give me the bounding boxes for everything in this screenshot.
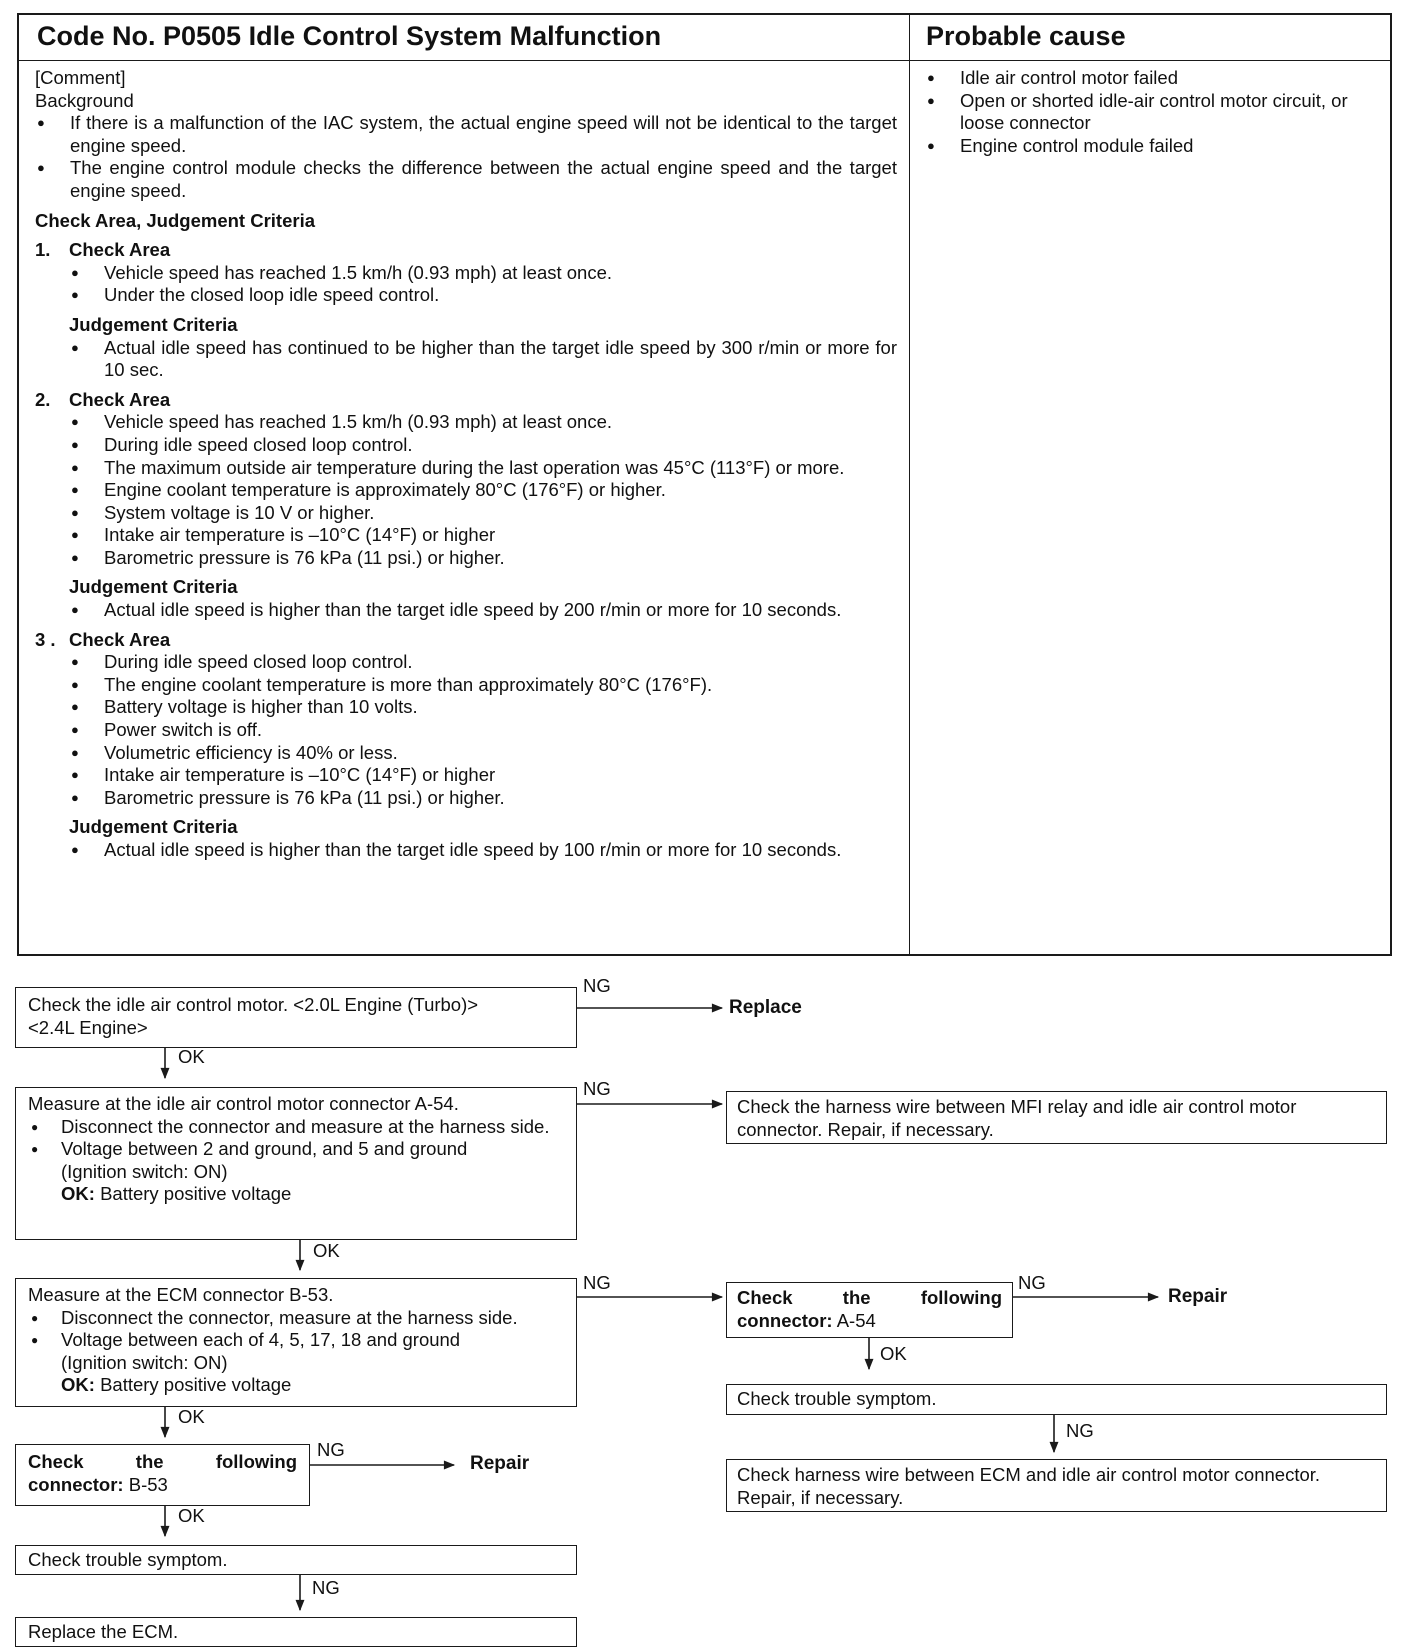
connector-id: B-53	[128, 1473, 168, 1495]
check-title: Check Area	[69, 628, 171, 650]
cause-item: ● Open or shorted idle-air control motor circuit, or loose connector	[925, 90, 1380, 135]
repair-label: Repair	[470, 1453, 530, 1474]
check-title: Check Area	[69, 388, 171, 410]
ng-label: NG	[317, 1439, 345, 1460]
judgement-title: Judgement Criteria	[69, 816, 238, 838]
judgement-title: Judgement Criteria	[69, 313, 238, 335]
check-title: Check Area	[69, 239, 171, 261]
check-item: ● Power switch is off.	[35, 719, 897, 742]
check-connector-b53-box	[15, 1444, 310, 1506]
judgement-title: Judgement Criteria	[69, 576, 238, 598]
check-number: 2.	[35, 388, 51, 410]
check-trouble-symptom-box	[15, 1545, 577, 1575]
check-harness-mfi-box	[726, 1091, 1387, 1144]
check-item: ● Volumetric efficiency is 40% or less.	[35, 742, 897, 765]
ng-label: NG	[312, 1577, 340, 1598]
box-text: Check the harness wire between MFI relay and idle air control motor connector. Repair, if necessary.	[737, 1096, 1297, 1140]
check-item: ● Vehicle speed has reached 1.5 km/h (0.93 mph) at least once.	[35, 262, 897, 285]
check-harness-ecm-box	[726, 1459, 1387, 1512]
ok-value: Battery positive voltage	[100, 1183, 292, 1205]
ok-label: OK	[880, 1343, 907, 1364]
check-item: ● Intake air temperature is –10°C (14°F) or higher	[35, 524, 897, 547]
check-number: 3 .	[35, 628, 56, 650]
box-bullet: ● Voltage between 2 and ground, and 5 and ground	[28, 1138, 564, 1161]
replace-ecm-box	[15, 1617, 577, 1647]
check-item: ● Under the closed loop idle speed control.	[35, 284, 897, 307]
box-bullet: ● Disconnect the connector, measure at the harness side.	[28, 1307, 564, 1330]
check-item: ● During idle speed closed loop control.	[35, 651, 897, 674]
check-item: ● Intake air temperature is –10°C (14°F) or higher	[35, 764, 897, 787]
ok-label: OK	[178, 1406, 205, 1427]
check-item: ● The maximum outside air temperature during the last operation was 45°C (113°F) or more.	[35, 457, 897, 480]
ok-label: OK:	[61, 1183, 95, 1205]
check-connector-a54-box	[726, 1282, 1013, 1338]
probable-cause-title: Probable cause	[926, 21, 1126, 51]
box-text	[28, 1451, 297, 1496]
measure-iac-connector-box	[15, 1087, 577, 1240]
ng-label: NG	[1066, 1420, 1094, 1441]
section-title: Check Area, Judgement Criteria	[35, 209, 315, 231]
judgement-item: ● Actual idle speed is higher than the target idle speed by 100 r/min or more for 10 seconds.	[35, 839, 897, 862]
box-text: Check harness wire between ECM and idle air control motor connector. Repair, if necessary.	[737, 1464, 1321, 1508]
judgement-item: ● Actual idle speed has continued to be higher than the target idle speed by 300 r/min or more for 10 sec.	[35, 337, 897, 382]
box-bullet: ● Voltage between each of 4, 5, 17, 18 and ground	[28, 1329, 564, 1352]
ok-label: OK	[178, 1505, 205, 1526]
background-item: ● The engine control module checks the difference between the actual engine speed and the target engine speed.	[35, 157, 897, 202]
ng-label: NG	[583, 1272, 611, 1293]
repair-label: Repair	[1168, 1286, 1228, 1307]
ok-value: Battery positive voltage	[100, 1374, 292, 1396]
box-bullet-cont: (Ignition switch: ON)	[61, 1160, 228, 1182]
box-bold-text: Check the following connector:	[28, 1451, 297, 1495]
ok-criteria	[28, 1374, 564, 1397]
check-item: ● During idle speed closed loop control.	[35, 434, 897, 457]
check-item: ● The engine coolant temperature is more than approximately 80°C (176°F).	[35, 674, 897, 697]
cause-item: ● Engine control module failed	[925, 135, 1380, 158]
ng-label: NG	[583, 1078, 611, 1099]
check-item: ● Vehicle speed has reached 1.5 km/h (0.93 mph) at least once.	[35, 411, 897, 434]
check-trouble-symptom-right-box	[726, 1384, 1387, 1415]
judgement-item: ● Actual idle speed is higher than the target idle speed by 200 r/min or more for 10 seconds.	[35, 599, 897, 622]
check-item: ● Barometric pressure is 76 kPa (11 psi.) or higher.	[35, 787, 897, 810]
ng-label: NG	[1018, 1272, 1046, 1293]
check-item: ● Battery voltage is higher than 10 volts.	[35, 696, 897, 719]
background-label: Background	[35, 89, 134, 111]
ok-label: OK:	[61, 1374, 95, 1396]
box-title: Measure at the idle air control motor connector A-54.	[28, 1093, 459, 1114]
measure-ecm-connector-box	[15, 1278, 577, 1407]
box-bullet: ● Disconnect the connector and measure at the harness side.	[28, 1116, 564, 1139]
background-item: ● If there is a malfunction of the IAC system, the actual engine speed will not be identical to the target engine speed.	[35, 112, 897, 157]
cause-item: ● Idle air control motor failed	[925, 67, 1380, 90]
ok-label: OK	[178, 1046, 205, 1067]
page-title: Code No. P0505 Idle Control System Malfunction	[37, 21, 662, 51]
box-text	[737, 1287, 1002, 1332]
box-text: Check the idle air control motor. <2.0L Engine (Turbo)>	[28, 994, 479, 1015]
box-text: Check trouble symptom.	[28, 1549, 228, 1570]
check-item: ● System voltage is 10 V or higher.	[35, 502, 897, 525]
box-bullet-cont: (Ignition switch: ON)	[61, 1351, 228, 1373]
connector-id: A-54	[836, 1309, 876, 1331]
box-text: <2.4L Engine>	[28, 1016, 148, 1038]
box-text: Replace the ECM.	[28, 1621, 179, 1642]
box-title: Measure at the ECM connector B-53.	[28, 1284, 334, 1305]
ok-label: OK	[313, 1240, 340, 1261]
ok-criteria	[28, 1183, 564, 1206]
box-bold-text: Check the following connector:	[737, 1287, 1002, 1331]
comment-label: [Comment]	[35, 67, 126, 88]
replace-label: Replace	[729, 997, 802, 1018]
ng-label: NG	[583, 975, 611, 996]
check-item: ● Engine coolant temperature is approximately 80°C (176°F) or higher.	[35, 479, 897, 502]
check-item: ● Barometric pressure is 76 kPa (11 psi.) or higher.	[35, 547, 897, 570]
check-number: 1.	[35, 239, 51, 261]
box-text: Check trouble symptom.	[737, 1388, 937, 1409]
check-iac-motor-box	[15, 987, 577, 1048]
